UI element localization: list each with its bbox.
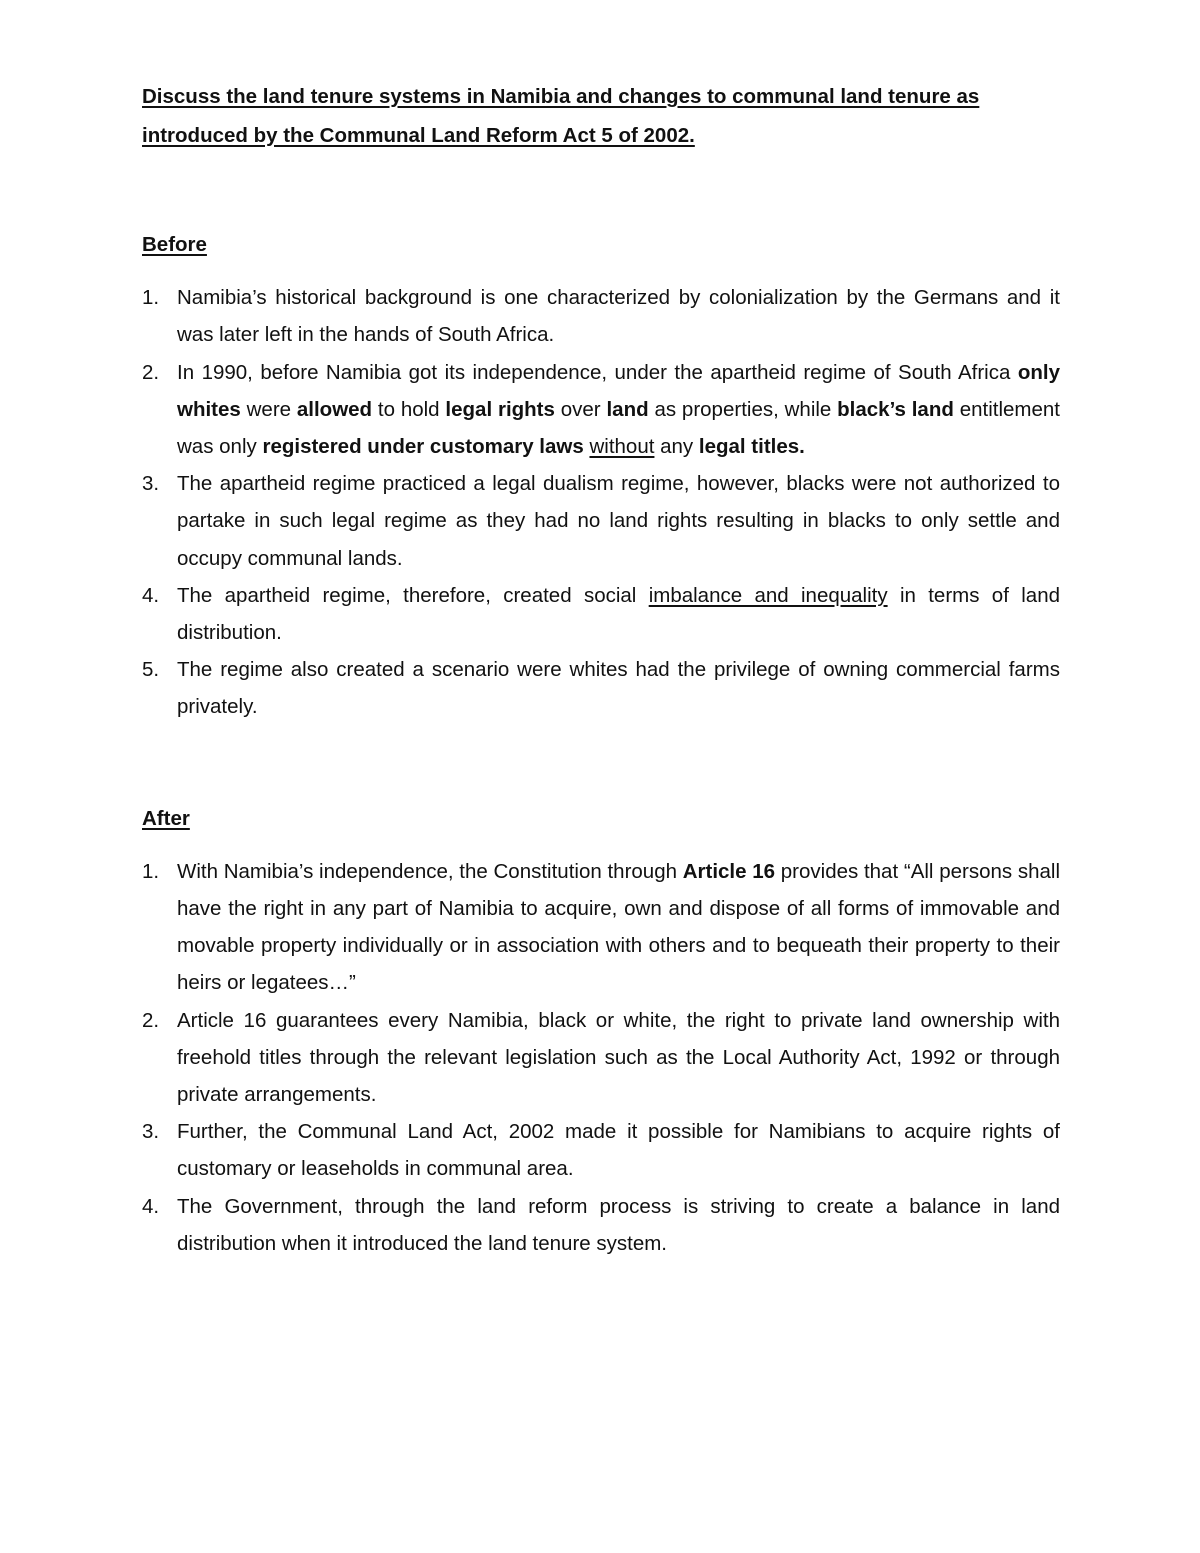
text-run: entitlement was only <box>177 397 1060 459</box>
after-heading: After <box>142 806 190 830</box>
list-item <box>142 853 1060 1002</box>
list-number: 2. <box>142 1008 160 1032</box>
text-run: any <box>654 435 699 459</box>
underlined-run: without <box>589 435 655 459</box>
list-number: 1. <box>142 859 160 883</box>
bold-run: black’s land <box>837 397 954 421</box>
bold-run: allowed <box>296 397 373 421</box>
before-list <box>142 279 1060 725</box>
title-line-2: introduced by the Communal Land Reform Act 5 of 2002. <box>142 123 695 147</box>
list-item-text: The Government, through the land reform process is striving to create a balance in land distribution when it introduced the land tenure system. <box>177 1194 1060 1255</box>
text-run: as properties, while <box>648 397 838 421</box>
text-run: in terms of land distribution. <box>177 583 1060 645</box>
title-line-1: Discuss the land tenure systems in Namibia and changes to communal land tenure as <box>142 85 980 108</box>
list-item <box>142 577 1060 651</box>
after-list <box>142 853 1060 1262</box>
list-number: 3. <box>142 472 160 496</box>
list-item <box>142 1188 1060 1262</box>
list-number: 2. <box>142 360 160 384</box>
bold-run: legal titles. <box>698 435 805 459</box>
text-run: provides that “All persons shall have the right in any part of Namibia to acquire, own and dispose of all forms of immovable and movable property individually or in association with others and to bequeath their property to their heirs or legatees…” <box>177 859 1061 995</box>
underlined-run: imbalance and inequality <box>648 583 888 607</box>
text-run: The apartheid regime, therefore, created social <box>177 583 649 607</box>
text-run: In 1990, before Namibia got its independence, under the apartheid regime of South Africa <box>177 360 1018 384</box>
list-number: 4. <box>142 1194 160 1218</box>
list-item-text <box>177 860 1060 995</box>
bold-run: legal rights <box>445 397 555 421</box>
list-item <box>142 279 1060 353</box>
list-number: 3. <box>142 1120 160 1144</box>
list-number: 4. <box>142 583 160 607</box>
list-item-text <box>177 584 1060 644</box>
list-item-text: The regime also created a scenario were whites had the privilege of owning commercial farms privately. <box>177 658 1060 719</box>
bold-run: Article 16 <box>682 859 776 883</box>
list-item <box>142 465 1060 577</box>
bold-run: only whites <box>177 360 1060 421</box>
before-heading: Before <box>142 233 207 256</box>
document-title <box>142 78 1060 155</box>
document-body <box>142 78 1060 1262</box>
list-item <box>142 651 1060 725</box>
text-run: over <box>554 397 607 421</box>
text-run: to hold <box>372 397 446 421</box>
text-run: were <box>240 397 297 421</box>
list-item <box>142 1002 1060 1114</box>
text-run: With Namibia’s independence, the Constitution through <box>177 859 683 883</box>
list-item-text: The apartheid regime practiced a legal dualism regime, however, blacks were not authorized to partake in such legal regime as they had no land rights resulting in blacks to only settle and occupy communal lands. <box>177 472 1060 570</box>
list-number: 1. <box>142 286 160 310</box>
list-item <box>142 354 1060 466</box>
list-item-text: Article 16 guarantees every Namibia, black or white, the right to private land ownership with freehold titles through the relevant legislation such as the Local Authority Act, 1992 or through private arrangements. <box>177 1008 1060 1107</box>
list-item-text <box>177 361 1060 458</box>
list-item-text: Further, the Communal Land Act, 2002 made it possible for Namibians to acquire rights of customary or leaseholds in communal area. <box>177 1120 1060 1181</box>
list-item <box>142 1113 1060 1187</box>
list-number: 5. <box>142 658 160 682</box>
bold-run: registered under customary laws <box>262 435 584 459</box>
bold-run: land <box>606 397 649 421</box>
list-item-text: Namibia’s historical background is one characterized by colonialization by the Germans and it was later left in the hands of South Africa. <box>177 286 1060 347</box>
